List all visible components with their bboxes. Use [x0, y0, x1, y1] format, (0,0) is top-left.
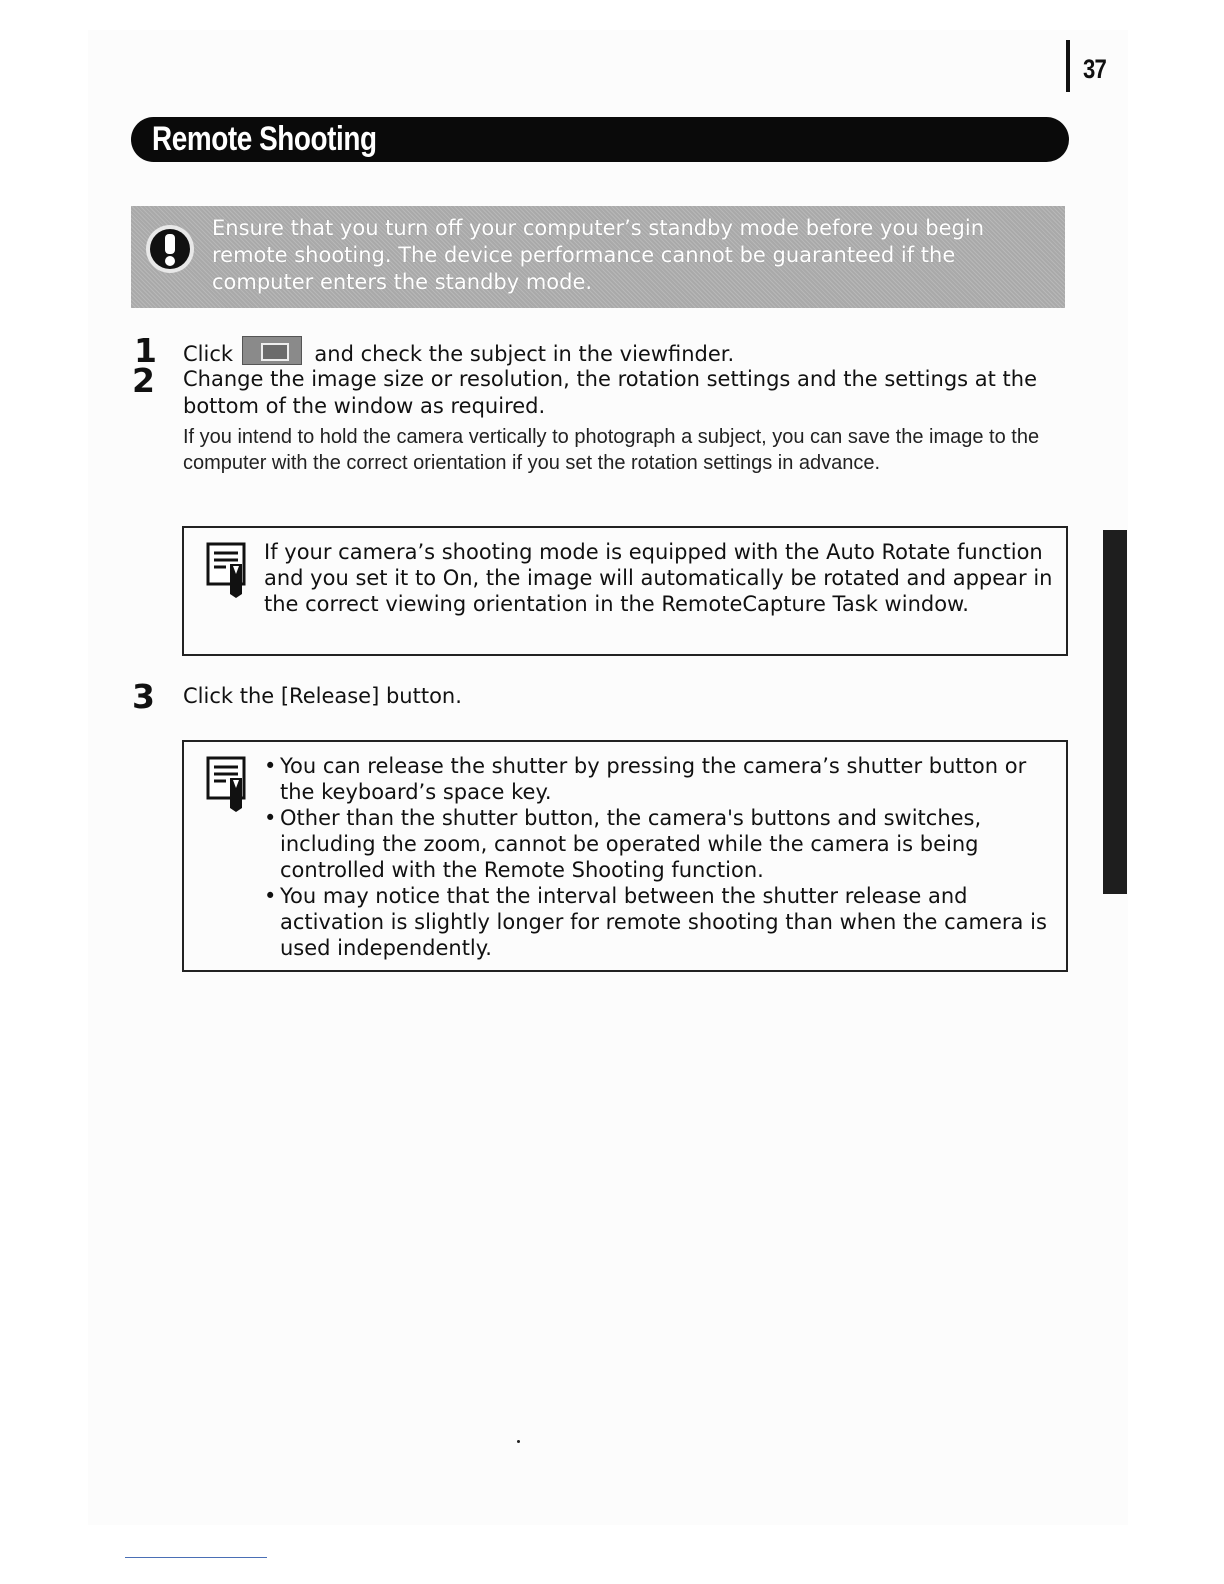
step-3-instruction: Click the [Release] button.: [183, 684, 462, 708]
step-1-text-before: Click: [183, 342, 234, 366]
step-number-3: 3: [132, 677, 155, 716]
note-bullet: • Other than the shutter button, the camera's buttons and switches, including the zoom, cannot be operated while the camera is being controlled with the Remote Shooting function.: [264, 805, 1054, 883]
note-bullet: • You may notice that the interval between the shutter release and activation is slightly longer for remote shooting than when the camera is used independently.: [264, 883, 1054, 961]
chapter-thumb-tab: [1103, 530, 1127, 894]
note-box-release: [182, 740, 1068, 972]
caution-text: Ensure that you turn off your computer’s standby mode before you begin remote shooting. The device performance cannot be guaranteed if the computer enters the standby mode.: [212, 216, 985, 294]
note-bullet: • You can release the shutter by pressing the camera’s shutter button or the keyboard’s space key.: [264, 753, 1054, 805]
note-release-list: [264, 753, 1054, 961]
page-number-rule: [1066, 40, 1070, 92]
memo-note-icon: [206, 542, 246, 598]
step-number-2: 2: [132, 361, 155, 400]
step-number-1: 1: [134, 331, 157, 370]
scan-speck: [517, 1440, 520, 1443]
bottom-rule: [125, 1557, 267, 1558]
step-1-instruction: [183, 336, 1063, 368]
step-2-instruction: Change the image size or resolution, the rotation settings and the settings at the bottom of the window as required.: [183, 367, 1038, 418]
page-number: 37: [1083, 54, 1106, 84]
note-auto-rotate-text: If your camera’s shooting mode is equipped with the Auto Rotate function and you set it to On, the image will automatically be rotated and appear in the correct viewing orientation in the RemoteCapture Task window.: [264, 540, 1053, 616]
note-box-auto-rotate: [182, 526, 1068, 656]
section-title: Remote Shooting: [152, 120, 377, 158]
step-1-text-after: and check the subject in the viewfinder.: [314, 342, 735, 366]
caution-exclamation-icon: [145, 224, 195, 274]
release-button-icon: [242, 336, 302, 365]
memo-note-icon: [206, 756, 246, 812]
step-2-detail: If you intend to hold the camera vertically to photograph a subject, you can save the image to the computer with the correct orientation if you set the rotation settings in advance.: [183, 426, 1040, 474]
